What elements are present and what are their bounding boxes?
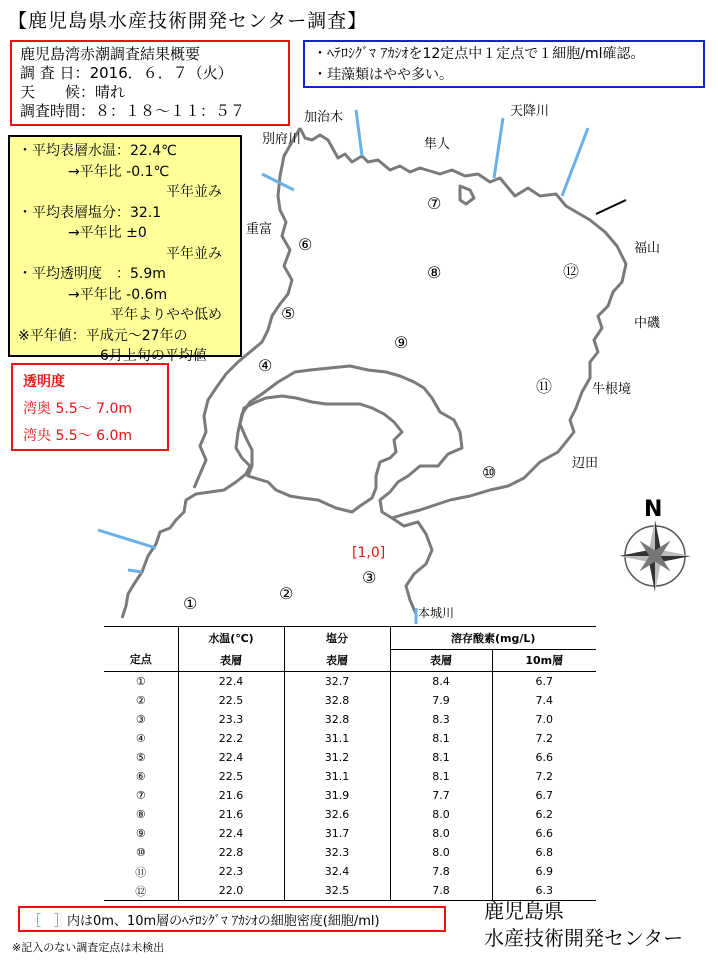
stat-trans: ・平均透明度 ：5.9m bbox=[18, 266, 166, 282]
cell-temp: 22.3 bbox=[178, 862, 284, 881]
station-4: ④ bbox=[258, 356, 273, 375]
normal-note-2: 6月上旬の平均値 bbox=[100, 348, 207, 364]
stat-sal-eval: 平年並み bbox=[166, 245, 222, 262]
cell-sal: 32.8 bbox=[284, 691, 390, 710]
cell-do-10m: 6.6 bbox=[492, 824, 596, 843]
station-6: ⑥ bbox=[298, 235, 313, 254]
cell-do-surface: 7.7 bbox=[390, 786, 492, 805]
cell-do-surface: 8.0 bbox=[390, 805, 492, 824]
cell-sal: 32.4 bbox=[284, 862, 390, 881]
cell-do-10m: 7.2 bbox=[492, 729, 596, 748]
stat-sal: ・平均表層塩分：32.1 bbox=[18, 204, 162, 221]
coastline-south bbox=[392, 518, 432, 614]
cell-sal: 32.6 bbox=[284, 805, 390, 824]
cell-do-10m: 6.3 bbox=[492, 881, 596, 901]
cell-sal: 32.5 bbox=[284, 881, 390, 901]
table-row bbox=[104, 824, 596, 843]
cell-station: ⑨ bbox=[135, 827, 146, 840]
cell-do-10m: 6.2 bbox=[492, 805, 596, 824]
station-9: ⑨ bbox=[394, 333, 409, 352]
station-8: ⑧ bbox=[427, 263, 442, 282]
cell-station: ① bbox=[135, 675, 146, 688]
survey-time: 調査時間：８：１８～１１：５７ bbox=[20, 102, 246, 120]
label-amori-river: 天降川 bbox=[510, 104, 550, 119]
th-sal-surface: 表層 bbox=[284, 649, 390, 672]
table-row bbox=[104, 786, 596, 805]
th-temp-surface: 表層 bbox=[178, 649, 284, 672]
station-5: ⑤ bbox=[281, 304, 296, 323]
compass-north-label: N bbox=[644, 497, 663, 522]
cell-station: ④ bbox=[135, 732, 146, 745]
cell-sal: 31.1 bbox=[284, 729, 390, 748]
station-1: ① bbox=[183, 594, 198, 613]
th-do: 溶存酸素(mg/L) bbox=[390, 627, 596, 650]
river-west-2 bbox=[128, 570, 142, 572]
table-row bbox=[104, 843, 596, 862]
cell-station: ⑤ bbox=[135, 751, 146, 764]
stat-trans-diff: →平年比 -0.6m bbox=[68, 286, 168, 303]
cell-do-10m: 7.4 bbox=[492, 691, 596, 710]
cell-station: ⑥ bbox=[135, 770, 146, 783]
organization-name bbox=[484, 898, 683, 952]
cell-do-10m: 6.9 bbox=[492, 862, 596, 881]
cell-sal: 32.7 bbox=[284, 672, 390, 692]
cell-sal: 31.2 bbox=[284, 748, 390, 767]
survey-weather: 天 候：晴れ bbox=[20, 83, 126, 101]
cell-station: ② bbox=[135, 694, 146, 707]
label-hongjo-river: 本城川 bbox=[418, 606, 455, 620]
th-sal: 塩分 bbox=[284, 627, 390, 650]
org-line-2: 水産技術開発センター bbox=[484, 926, 684, 950]
cell-temp: 22.0 bbox=[178, 881, 284, 901]
th-station: 定点 bbox=[104, 627, 178, 672]
cell-sal: 32.8 bbox=[284, 710, 390, 729]
cell-station: ⑪ bbox=[135, 865, 147, 879]
cell-temp: 22.4 bbox=[178, 672, 284, 692]
cell-do-surface: 7.8 bbox=[390, 881, 492, 901]
label-nakaiso: 中磯 bbox=[634, 316, 661, 331]
stat-temp: ・平均表層水温：22.4℃ bbox=[18, 143, 177, 159]
station-10: ⑩ bbox=[482, 463, 497, 482]
cell-temp: 21.6 bbox=[178, 786, 284, 805]
table-row bbox=[104, 748, 596, 767]
coastline-inner bbox=[240, 396, 402, 512]
label-kajiki: 加治木 bbox=[304, 110, 344, 125]
cell-do-surface: 7.8 bbox=[390, 862, 492, 881]
water-quality-table bbox=[104, 626, 596, 901]
cell-temp: 22.8 bbox=[178, 843, 284, 862]
cell-do-10m: 6.7 bbox=[492, 786, 596, 805]
cell-do-10m: 7.0 bbox=[492, 710, 596, 729]
page-title: 【鹿児島県水産技術開発センター調査】 bbox=[8, 10, 368, 32]
cell-do-10m: 6.6 bbox=[492, 748, 596, 767]
cell-do-surface: 8.3 bbox=[390, 710, 492, 729]
density-note: 内は0m、10m層のﾍﾃﾛｼｸﾞﾏ ｱｶｼｵの細胞密度(細胞/ml) bbox=[67, 914, 380, 929]
normal-note-1: ※平年値：平成元～27年の bbox=[18, 327, 188, 344]
table-row bbox=[104, 767, 596, 786]
river-kajiki bbox=[356, 110, 362, 156]
stat-trans-eval: 平年よりやや低め bbox=[110, 307, 222, 323]
station-2: ② bbox=[279, 584, 294, 603]
stat-temp-eval: 平年並み bbox=[166, 184, 222, 200]
footnote: ※記入のない調査定点は未検出 bbox=[12, 941, 165, 954]
th-do-surface: 表層 bbox=[390, 649, 492, 672]
density-note-box bbox=[18, 906, 446, 932]
cell-do-surface: 8.0 bbox=[390, 843, 492, 862]
transparency-mid: 湾央 5.5～ 6.0m bbox=[23, 428, 133, 444]
cell-temp: 22.4 bbox=[178, 748, 284, 767]
th-temp: 水温(℃) bbox=[178, 627, 284, 650]
cell-temp: 22.5 bbox=[178, 691, 284, 710]
cell-station: ⑦ bbox=[135, 789, 146, 802]
station-3: ③ bbox=[362, 568, 377, 587]
cell-sal: 31.7 bbox=[284, 824, 390, 843]
table-row bbox=[104, 805, 596, 824]
density-bracket: ［ ］ bbox=[28, 914, 68, 929]
compass-rose bbox=[619, 520, 691, 592]
table-row bbox=[104, 729, 596, 748]
stat-temp-diff: →平年比 -0.1℃ bbox=[68, 163, 170, 180]
label-ushinekyo: 牛根境 bbox=[592, 382, 632, 397]
cell-station: ⑫ bbox=[135, 884, 147, 898]
label-fukuyama: 福山 bbox=[634, 241, 661, 256]
island bbox=[460, 186, 474, 204]
note-line-2: ・珪藻類はやや多い。 bbox=[313, 67, 453, 83]
station-12: ⑫ bbox=[563, 262, 580, 281]
cell-temp: 22.4 bbox=[178, 824, 284, 843]
cell-temp: 22.2 bbox=[178, 729, 284, 748]
station-11: ⑪ bbox=[536, 377, 553, 396]
river-west-1 bbox=[98, 530, 156, 548]
cell-sal: 32.3 bbox=[284, 843, 390, 862]
label-shigetomi: 重富 bbox=[246, 222, 273, 237]
cell-temp: 22.5 bbox=[178, 767, 284, 786]
label-beppu-river: 別府川 bbox=[262, 132, 302, 147]
label-hayato: 隼人 bbox=[424, 137, 451, 152]
station-3-density: [1,0] bbox=[352, 545, 386, 561]
th-do-10m: 10m層 bbox=[492, 649, 596, 672]
survey-date: 調 査 日：2016．６．７（火） bbox=[20, 64, 233, 82]
cell-do-surface: 8.1 bbox=[390, 729, 492, 748]
river-amori bbox=[494, 118, 503, 178]
cell-station: ⑧ bbox=[135, 808, 146, 821]
cell-do-10m: 7.2 bbox=[492, 767, 596, 786]
note-line-1: ・ﾍﾃﾛｼｸﾞﾏ ｱｶｼｵを12定点中１定点で１細胞/ml確認。 bbox=[313, 46, 645, 62]
cell-do-surface: 7.9 bbox=[390, 691, 492, 710]
table-body bbox=[104, 672, 596, 901]
table-row bbox=[104, 862, 596, 881]
cell-do-10m: 6.8 bbox=[492, 843, 596, 862]
table-row bbox=[104, 691, 596, 710]
cell-temp: 21.6 bbox=[178, 805, 284, 824]
transparency-title: 透明度 bbox=[23, 374, 65, 390]
survey-title: 鹿児島湾赤潮調査結果概要 bbox=[20, 45, 201, 63]
river-east bbox=[562, 128, 588, 196]
transparency-inner: 湾奥 5.5～ 7.0m bbox=[23, 401, 133, 417]
table-row bbox=[104, 672, 596, 692]
org-line-1: 鹿児島県 bbox=[484, 899, 564, 923]
cell-temp: 23.3 bbox=[178, 710, 284, 729]
cell-station: ⑩ bbox=[135, 846, 146, 859]
station-7: ⑦ bbox=[427, 194, 442, 213]
table-row bbox=[104, 710, 596, 729]
cell-sal: 31.9 bbox=[284, 786, 390, 805]
river-black bbox=[596, 200, 626, 214]
cell-do-surface: 8.1 bbox=[390, 767, 492, 786]
cell-do-10m: 6.7 bbox=[492, 672, 596, 692]
cell-station: ③ bbox=[135, 713, 146, 726]
cell-do-surface: 8.0 bbox=[390, 824, 492, 843]
stat-sal-diff: →平年比 ±0 bbox=[68, 225, 147, 241]
cell-sal: 31.1 bbox=[284, 767, 390, 786]
cell-do-surface: 8.4 bbox=[390, 672, 492, 692]
cell-do-surface: 8.1 bbox=[390, 748, 492, 767]
label-hetta: 辺田 bbox=[572, 456, 599, 471]
